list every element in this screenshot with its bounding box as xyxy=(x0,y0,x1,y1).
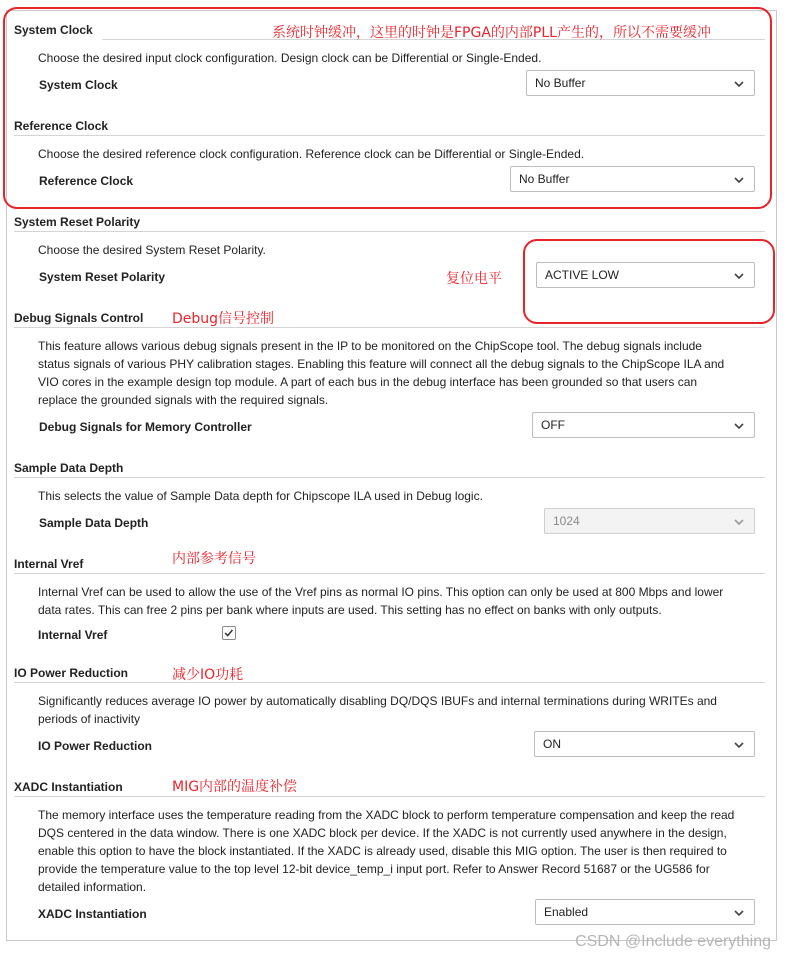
system-clock-description: Choose the desired input clock configuration. Design clock can be Differential or Single-Ended. xyxy=(38,51,542,65)
system-reset-description: Choose the desired System Reset Polarity. xyxy=(38,243,266,257)
section-divider xyxy=(14,573,765,574)
io-power-description-line-2: periods of inactivity xyxy=(38,712,141,726)
section-title-debug: Debug Signals Control xyxy=(14,311,144,325)
section-title-io-power: IO Power Reduction xyxy=(14,666,129,680)
chevron-down-icon xyxy=(732,738,746,752)
xadc-description-line-5: detailed information. xyxy=(38,880,147,894)
internal-vref-label: Internal Vref xyxy=(38,628,108,642)
section-divider xyxy=(14,796,765,797)
section-title-reference-clock: Reference Clock xyxy=(14,119,109,133)
io-annotation: 减少IO功耗 xyxy=(172,667,244,683)
clock-annotation: 系统时钟缓冲，这里的时钟是FPGA的内部PLL产生的，所以不需要缓冲 xyxy=(272,25,711,41)
section-divider xyxy=(14,231,765,232)
reference-clock-value: No Buffer xyxy=(519,172,570,186)
xadc-description-line-4: provide the temperature value to the top level 12-bit device_temp_i input port. Refer to Answer Record 51687 or the UG586 for xyxy=(38,862,710,876)
io-power-description-line-1: Significantly reduces average IO power by automatically disabling DQ/DQS IBUFs and internal terminations during WRITEs and xyxy=(38,694,717,708)
xadc-annotation: MIG内部的温度补偿 xyxy=(172,779,298,795)
chevron-down-icon xyxy=(732,906,746,920)
xadc-value: Enabled xyxy=(544,905,589,919)
section-title-system-reset: System Reset Polarity xyxy=(14,215,141,229)
system-reset-label: System Reset Polarity xyxy=(39,270,166,284)
section-divider xyxy=(14,682,765,683)
section-title-system-clock: System Clock xyxy=(14,23,93,37)
vref-annotation: 内部参考信号 xyxy=(172,551,256,567)
section-divider xyxy=(14,327,765,328)
xadc-select[interactable] xyxy=(535,899,755,925)
io-power-select[interactable] xyxy=(534,731,755,757)
debug-annotation: Debug信号控制 xyxy=(172,311,275,327)
reset-highlight-box xyxy=(523,239,775,324)
checkmark-icon xyxy=(223,627,235,639)
xadc-label: XADC Instantiation xyxy=(38,907,147,921)
system-reset-value: ACTIVE LOW xyxy=(545,268,620,282)
section-title-internal-vref: Internal Vref xyxy=(14,557,84,571)
watermark: CSDN @Include everything xyxy=(575,933,771,950)
section-title-xadc: XADC Instantiation xyxy=(14,780,123,794)
debug-signals-select[interactable] xyxy=(532,412,755,438)
section-title-sample-depth: Sample Data Depth xyxy=(14,461,124,475)
internal-vref-description-line-2: data rates. This can free 2 pins per bank where inputs are used. This setting has no effect on banks with only outputs. xyxy=(38,603,662,617)
reference-clock-description: Choose the desired reference clock configuration. Reference clock can be Differential or Single-Ended. xyxy=(38,147,585,161)
io-power-label: IO Power Reduction xyxy=(38,739,153,753)
sample-depth-value: 1024 xyxy=(553,514,580,528)
debug-description-line-4: replace the grounded signals with the required signals. xyxy=(38,393,329,407)
internal-vref-description-line-1: Internal Vref can be used to allow the use of the Vref pins as normal IO pins. This option can only be used at 800 Mbps and lower xyxy=(38,585,724,599)
reference-clock-label: Reference Clock xyxy=(39,174,134,188)
debug-signals-value: OFF xyxy=(541,418,565,432)
section-divider xyxy=(14,477,765,478)
reset-annotation: 复位电平 xyxy=(446,271,502,287)
xadc-description-line-1: The memory interface uses the temperature reading from the XADC block to perform temperature compensation and keep the read xyxy=(38,808,735,822)
xadc-description-line-2: DQS centered in the data window. There is one XADC block per device. If the XADC is not currently used anywhere in the design, xyxy=(38,826,727,840)
chevron-down-icon xyxy=(732,419,746,433)
system-clock-label: System Clock xyxy=(39,78,118,92)
sample-depth-label: Sample Data Depth xyxy=(39,516,149,530)
chevron-down-icon xyxy=(732,515,746,529)
xadc-description-line-3: enable this option to have the block instantiated. If the XADC is already used, disable this MIG option. The user is then required to xyxy=(38,844,727,858)
debug-description-line-2: status signals of various PHY calibration stages. Enabling this feature will connect all the debug signals to the ChipScope ILA and xyxy=(38,357,725,371)
debug-description-line-3: VIO cores in the example design top module. A part of each bus in the debug interface has been grounded so that users can xyxy=(38,375,698,389)
debug-signals-label: Debug Signals for Memory Controller xyxy=(39,420,252,434)
system-clock-value: No Buffer xyxy=(535,76,586,90)
io-power-value: ON xyxy=(543,737,561,751)
sample-depth-description: This selects the value of Sample Data depth for Chipscope ILA used in Debug logic. xyxy=(38,489,483,503)
sample-depth-select[interactable] xyxy=(544,508,755,534)
debug-description-line-1: This feature allows various debug signals present in the IP to be monitored on the ChipScope tool. The debug signals include xyxy=(38,339,702,353)
internal-vref-checkbox[interactable] xyxy=(222,626,236,640)
